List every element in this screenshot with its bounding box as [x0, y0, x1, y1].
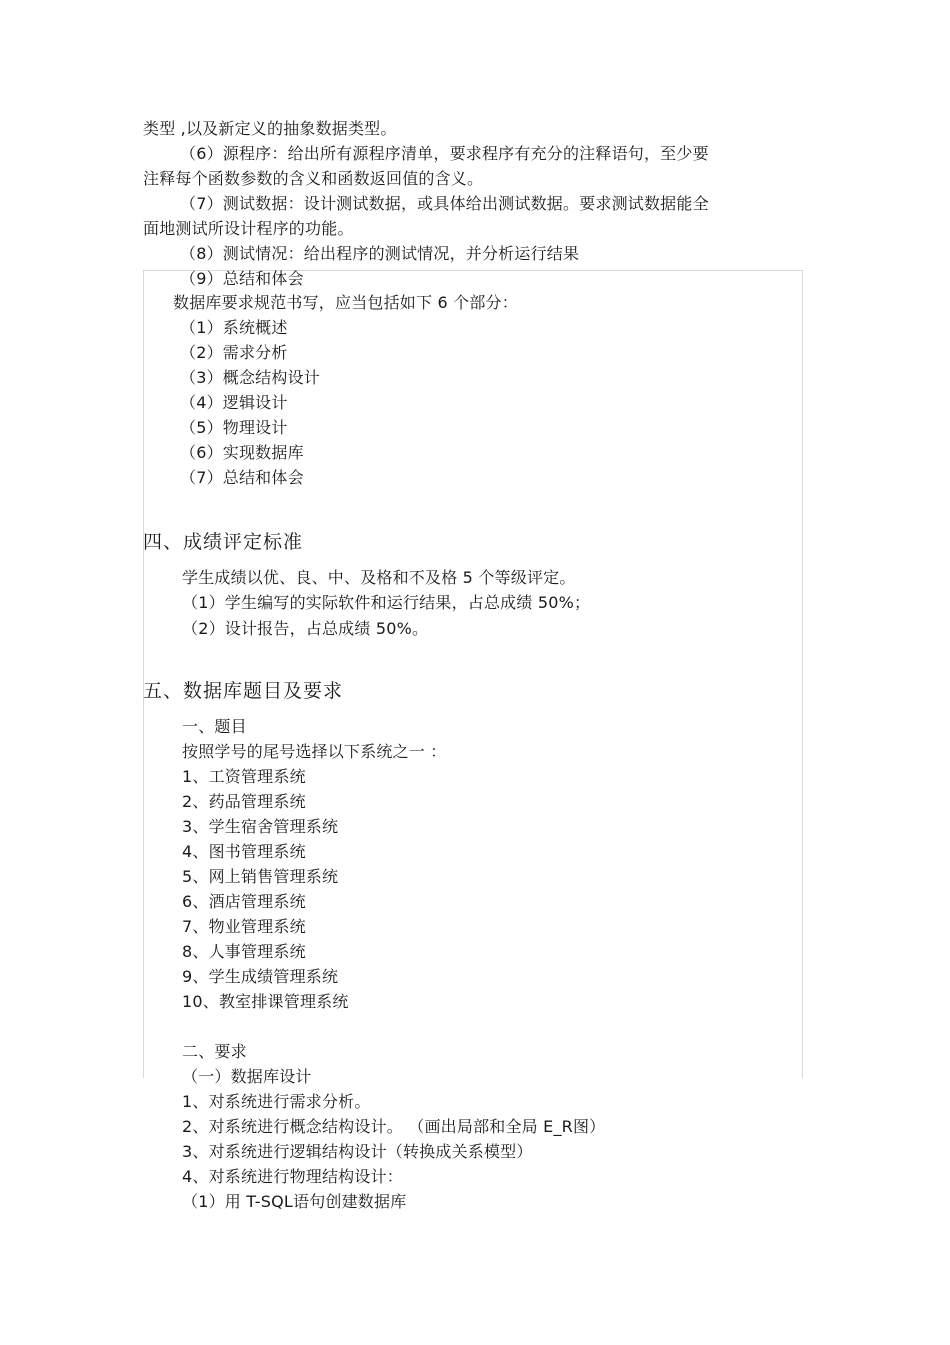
list-item: 6、酒店管理系统 — [182, 892, 306, 911]
list-item: 10、教室排课管理系统 — [182, 992, 349, 1011]
list-item: （3）概念结构设计 — [180, 368, 320, 387]
list-item: 4、对系统进行物理结构设计： — [182, 1167, 403, 1186]
list-item: （6）实现数据库 — [180, 443, 304, 462]
text-line: 按照学号的尾号选择以下系统之一 ： — [182, 742, 447, 761]
subheading: 二、要求 — [182, 1042, 247, 1061]
subheading: 一、题目 — [182, 717, 247, 736]
list-item: 9、学生成绩管理系统 — [182, 967, 339, 986]
list-item: 8、人事管理系统 — [182, 942, 306, 961]
list-item: 5、网上销售管理系统 — [182, 867, 339, 886]
list-item: 1、对系统进行需求分析。 — [182, 1092, 371, 1111]
text-line: 注释每个函数参数的含义和函数返回值的含义。 — [143, 169, 484, 188]
list-item: （1）用 T-SQL语句创建数据库 — [182, 1192, 407, 1211]
text-line: 学生成绩以优、良、中、及格和不及格 5 个等级评定。 — [182, 568, 576, 587]
list-item: （2）需求分析 — [180, 343, 288, 362]
list-item: （4）逻辑设计 — [180, 393, 288, 412]
section-heading: 四、成绩评定标准 — [143, 531, 304, 553]
text-line: （1）学生编写的实际软件和运行结果，占总成绩 50%； — [182, 593, 591, 612]
list-item: 3、学生宿舍管理系统 — [182, 817, 339, 836]
text-line: （7）测试数据：设计测试数据，或具体给出测试数据。要求测试数据能全 — [180, 194, 709, 213]
list-item: （7）总结和体会 — [180, 468, 304, 487]
list-item: 4、图书管理系统 — [182, 842, 306, 861]
list-item: （5）物理设计 — [180, 418, 288, 437]
text-line: （2）设计报告，占总成绩 50%。 — [182, 619, 429, 638]
list-item: 1、工资管理系统 — [182, 767, 306, 786]
text-line: 数据库要求规范书写，应当包括如下 6 个部分： — [173, 293, 518, 312]
list-item: 7、物业管理系统 — [182, 917, 306, 936]
text-line: （8）测试情况：给出程序的测试情况，并分析运行结果 — [180, 244, 580, 263]
list-item: 2、对系统进行概念结构设计。 （画出局部和全局 E_R图） — [182, 1117, 606, 1136]
text-line: （9）总结和体会 — [180, 269, 304, 288]
list-item: 2、药品管理系统 — [182, 792, 306, 811]
text-line: 类型 ,以及新定义的抽象数据类型。 — [143, 119, 397, 138]
subheading: （一）数据库设计 — [182, 1067, 312, 1086]
section-heading: 五、数据库题目及要求 — [143, 680, 344, 702]
text-line: （6）源程序：给出所有源程序清单，要求程序有充分的注释语句，至少要 — [180, 144, 709, 163]
list-item: 3、对系统进行逻辑结构设计（转换成关系模型） — [182, 1142, 533, 1161]
list-item: （1）系统概述 — [180, 318, 288, 337]
text-line: 面地测试所设计程序的功能。 — [143, 219, 354, 238]
